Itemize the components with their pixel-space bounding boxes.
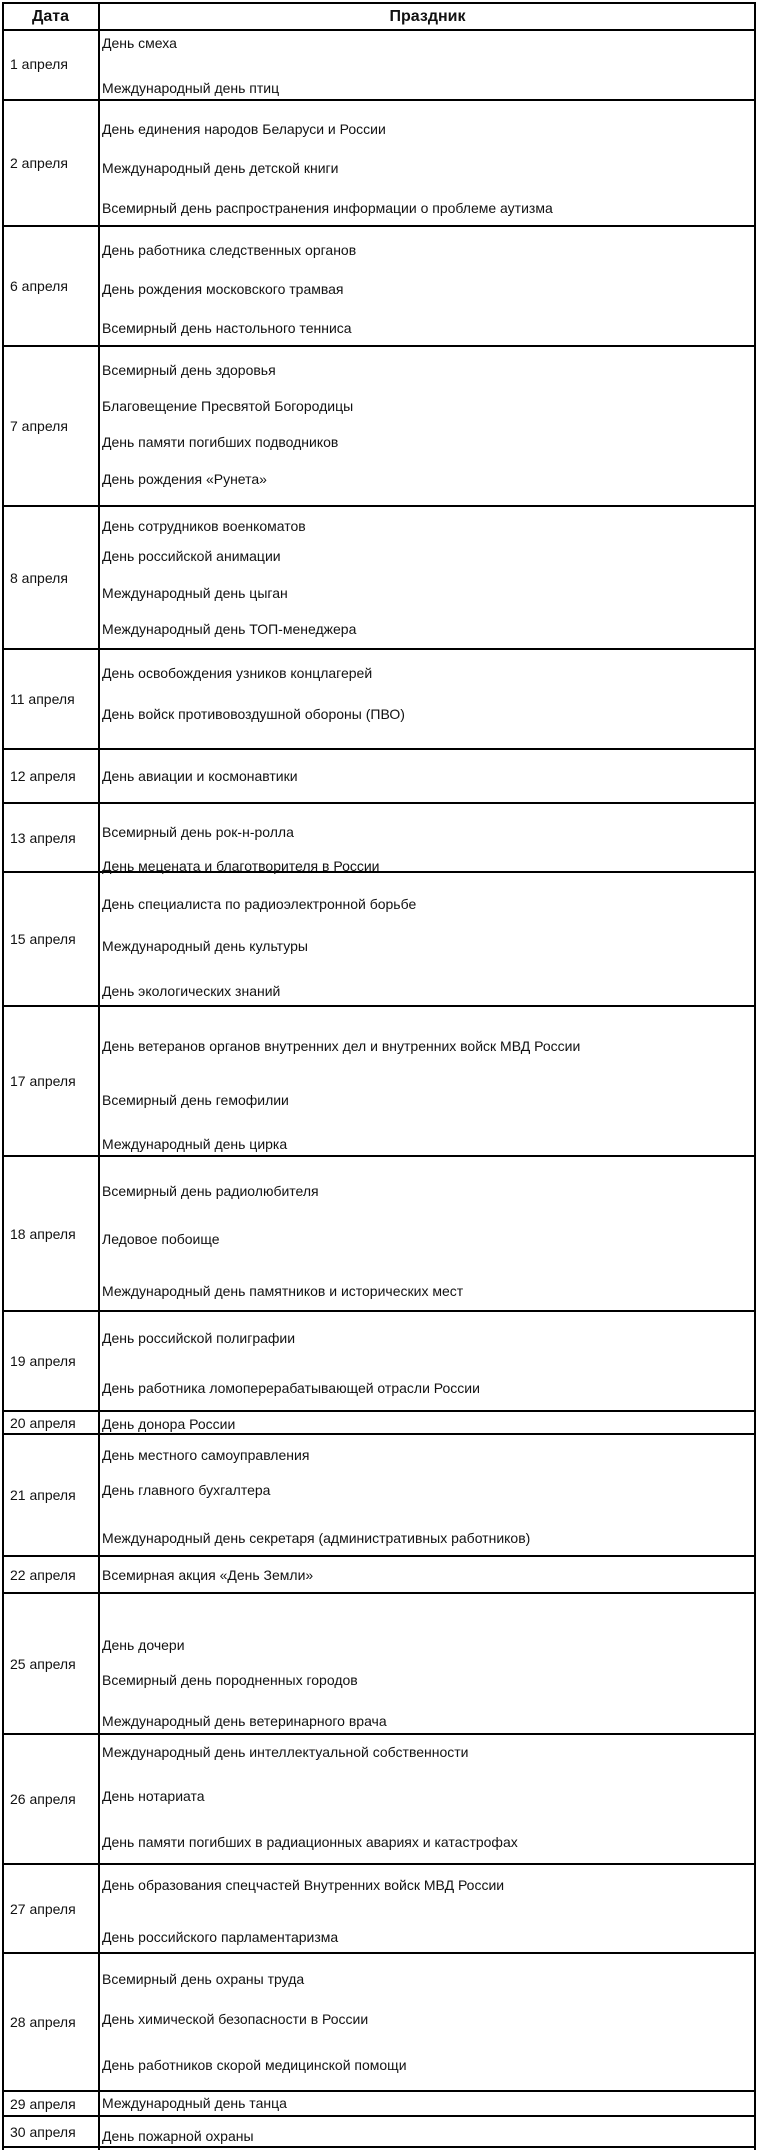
table-row <box>2 1594 756 1735</box>
holiday-item: День единения народов Беларуси и России <box>102 121 386 137</box>
holiday-item: Всемирный день здоровья <box>102 362 276 378</box>
holiday-item: День главного бухгалтера <box>102 1482 271 1498</box>
holiday-item: День работника ломоперерабатывающей отрасли России <box>102 1380 480 1396</box>
holiday-item: День сотрудников военкоматов <box>102 518 306 534</box>
date-cell: 2 апреля <box>10 155 68 171</box>
header-holiday: Праздник <box>389 8 466 25</box>
holiday-item: День памяти погибших в радиационных авариях и катастрофах <box>102 1834 518 1850</box>
date-cell: 22 апреля <box>10 1566 76 1583</box>
column-divider <box>98 2 100 2150</box>
holiday-item: День образования спецчастей Внутренних войск МВД России <box>102 1877 505 1893</box>
holiday-item: Международный день птиц <box>102 80 280 96</box>
holiday-item: День нотариата <box>102 1788 205 1804</box>
date-cell: 26 апреля <box>10 1791 76 1807</box>
holiday-item: День донора России <box>102 1416 236 1432</box>
holiday-item: Международный день ветеринарного врача <box>102 1713 387 1729</box>
table-row <box>2 1412 756 1435</box>
holiday-item: Всемирный день гемофилии <box>102 1092 289 1108</box>
holiday-item: День местного самоуправления <box>102 1447 310 1463</box>
holiday-item: Всемирный день распространения информации о проблеме аутизма <box>102 200 553 216</box>
table-row <box>2 1435 756 1557</box>
date-cell: 25 апреля <box>10 1655 76 1672</box>
table-row <box>2 2092 756 2117</box>
holiday-item: Международный день памятников и исторических мест <box>102 1283 464 1299</box>
table-row <box>2 29 756 101</box>
holiday-item: День экологических знаний <box>102 983 281 999</box>
holiday-item: День пожарной охраны <box>102 2128 254 2144</box>
table-row <box>2 1735 756 1865</box>
table-row <box>2 804 756 873</box>
holiday-item: День смеха <box>102 35 177 51</box>
holiday-item: Международный день культуры <box>102 938 308 954</box>
table-row <box>2 227 756 347</box>
table-row <box>2 873 756 1007</box>
holiday-item: День российского парламентаризма <box>102 1929 339 1945</box>
date-cell: 28 апреля <box>10 2014 76 2030</box>
table-row <box>2 1954 756 2092</box>
header-date: Дата <box>31 8 70 25</box>
holiday-item: Международный день цыган <box>102 585 288 601</box>
date-cell: 11 апреля <box>10 691 75 707</box>
table-row <box>2 101 756 227</box>
table-row <box>2 1865 756 1954</box>
holiday-item: Всемирный день породненных городов <box>102 1672 358 1688</box>
holiday-item: Международный день детской книги <box>102 160 339 176</box>
table-row <box>2 2117 756 2148</box>
table-row <box>2 1007 756 1157</box>
date-cell: 21 апреля <box>10 1487 76 1503</box>
holiday-item: День мецената и благотворителя в России <box>102 858 380 874</box>
table-row <box>2 750 756 804</box>
holiday-item: День освобождения узников концлагерей <box>102 665 373 681</box>
table-header <box>2 2 756 31</box>
holiday-item: Всемирная акция «День Земли» <box>102 1567 314 1583</box>
holiday-item: День работника следственных органов <box>102 242 357 258</box>
date-cell: 19 апреля <box>10 1353 76 1369</box>
table-row <box>2 1157 756 1312</box>
date-cell: 8 апреля <box>10 569 68 586</box>
date-cell: 29 апреля <box>10 2095 76 2112</box>
holiday-item: Всемирный день настольного тенниса <box>102 320 352 336</box>
holiday-item: Всемирный день рок-н-ролла <box>102 824 294 840</box>
holiday-item: День рождения «Рунета» <box>102 471 267 487</box>
holiday-item: День авиации и космонавтики <box>102 768 298 784</box>
holiday-item: Всемирный день охраны труда <box>102 1971 305 1987</box>
date-cell: 15 апреля <box>10 931 76 947</box>
holiday-item: День дочери <box>102 1637 185 1653</box>
holiday-item: День памяти погибших подводников <box>102 434 339 450</box>
holiday-item: День работников скорой медицинской помощи <box>102 2057 407 2073</box>
holiday-item: День химической безопасности в России <box>102 2011 369 2027</box>
date-cell: 18 апреля <box>10 1225 76 1242</box>
holiday-item: Международный день ТОП-менеджера <box>102 621 357 637</box>
holiday-item: День специалиста по радиоэлектронной борьбе <box>102 896 417 912</box>
holiday-item: День российской анимации <box>102 548 281 564</box>
table-border-left <box>2 2 4 2150</box>
table-row <box>2 1312 756 1412</box>
date-cell: 27 апреля <box>10 1900 76 1917</box>
holiday-item: День ветеранов органов внутренних дел и внутренних войск МВД России <box>102 1038 581 1054</box>
date-cell: 1 апреля <box>10 56 68 72</box>
holiday-item: Международный день секретаря (административных работников) <box>102 1530 531 1546</box>
holiday-item: Международный день цирка <box>102 1136 288 1152</box>
table-row <box>2 347 756 507</box>
holiday-item: День войск противовоздушной обороны (ПВО) <box>102 706 405 722</box>
holiday-item: Международный день интеллектуальной собственности <box>102 1744 469 1760</box>
date-cell: 13 апреля <box>10 829 76 846</box>
date-cell: 30 апреля <box>10 2123 76 2140</box>
table-row <box>2 650 756 750</box>
holiday-item: Всемирный день радиолюбителя <box>102 1183 319 1199</box>
date-cell: 17 апреля <box>10 1073 76 1089</box>
holiday-item: День рождения московского трамвая <box>102 281 344 297</box>
table-row <box>2 1557 756 1594</box>
table-row <box>2 507 756 650</box>
table-border-right <box>754 2 756 2150</box>
date-cell: 6 апреля <box>10 278 68 294</box>
date-cell: 12 апреля <box>10 768 76 784</box>
holiday-item: Благовещение Пресвятой Богородицы <box>102 398 354 414</box>
holiday-item: Международный день танца <box>102 2095 287 2111</box>
holiday-item: Ледовое побоище <box>102 1231 220 1247</box>
date-cell: 20 апреля <box>10 1414 76 1431</box>
holiday-item: День российской полиграфии <box>102 1330 296 1346</box>
date-cell: 7 апреля <box>10 418 68 434</box>
